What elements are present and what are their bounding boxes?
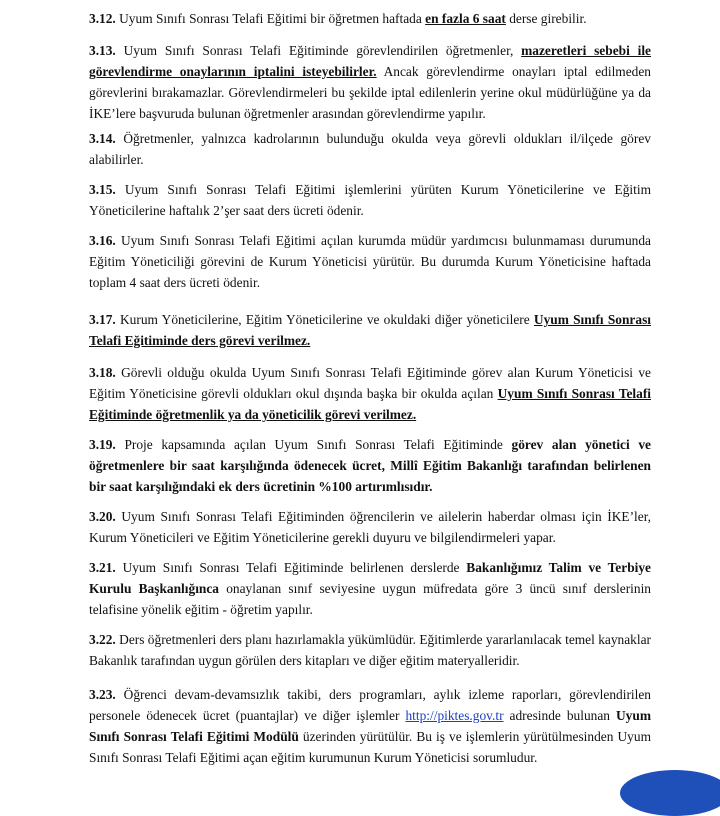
article-3-14 [89, 128, 651, 170]
article-3-21 [89, 557, 651, 620]
emphasis-module: Uyum Sınıfı Sonrası Telafi Eğitimi Modülü [89, 708, 651, 744]
article-text: Proje kapsamında açılan Uyum Sınıfı Sonrası Telafi Eğitiminde [124, 437, 512, 452]
article-text: Öğretmenler, yalnızca kadrolarının bulunduğu okulda veya görevli oldukları il/ilçede görev alabilirler. [89, 131, 651, 167]
article-number: 3.14. [89, 131, 116, 146]
article-text: Kurum Yöneticilerine, Eğitim Yöneticilerine ve okuldaki diğer yöneticilere [120, 312, 534, 327]
article-text: Uyum Sınıfı Sonrası Telafi Eğitimi işlemlerini yürüten Kurum Yöneticilerine ve Eğitim Yöneticilerine haftalık 2’şer saat ders ücreti ödenir. [89, 182, 651, 218]
article-text: üzerinden yürütülür. Bu iş ve işlemlerin yürütülmesinden Uyum Sınıfı Sonrası Telafi Eğitimi açan eğitim kurumunun Kurum Yöneticisi sorumludur. [89, 729, 651, 765]
emphasis-no-duty: Uyum Sınıfı Sonrası Telafi Eğitiminde öğretmenlik ya da yöneticilik görevi verilmez. [89, 386, 651, 422]
article-number: 3.23. [89, 687, 116, 702]
article-number: 3.22. [89, 632, 116, 647]
emphasis-no-teaching: Uyum Sınıfı Sonrası Telafi Eğitiminde ders görevi verilmez. [89, 312, 652, 348]
article-3-23 [89, 684, 651, 768]
emphasis-cancellation: mazeretleri sebebi ile görevlendirme onaylarının iptalini isteyebilirler. [89, 43, 651, 79]
emphasis-max-hours: en fazla 6 saat [425, 11, 506, 26]
piktes-link[interactable]: http://piktes.gov.tr [405, 708, 504, 723]
corner-shape [620, 770, 720, 816]
article-text: adresinde bulunan [503, 708, 617, 723]
article-text: Öğrenci devam-devamsızlık takibi, ders programları, aylık izleme raporları, görevlendirilen personele ödenecek ücret (puantajlar) ve diğer işlemler [89, 687, 651, 723]
article-number: 3.21. [89, 560, 116, 575]
article-3-16 [89, 230, 651, 293]
emphasis-payment: görev alan yönetici ve öğretmenlere bir saat karşılığında ödenecek ücret, Millî Eğitim Bakanlığı tarafından belirlenen bir saat karşılığındaki ek ders ücretinin %100 artırımlısıdır. [89, 437, 651, 494]
article-number: 3.18. [89, 365, 116, 380]
article-text: Uyum Sınıfı Sonrası Telafi Eğitiminde belirlenen derslerde [122, 560, 467, 575]
article-3-20 [89, 506, 651, 548]
article-number: 3.15. [89, 182, 116, 197]
article-text: Uyum Sınıfı Sonrası Telafi Eğitimi bir öğretmen haftada [119, 11, 426, 26]
article-text: Uyum Sınıfı Sonrası Telafi Eğitimi açılan kurumda müdür yardımcısı bulunmaması durumunda Eğitim Yöneticiliği görevini de Kurum Yöneticisi yürütür. Bu durumda Kurum Yöneticisine haftada toplam 4 saat ders ücreti ödenir. [89, 233, 651, 290]
article-text: onaylanan sınıf seviyesine uygun müfredata göre 3 üncü sınıf derslerinin telafisine yönelik eğitim - öğretim yapılır. [89, 581, 651, 617]
article-number: 3.16. [89, 233, 116, 248]
article-number: 3.17. [89, 312, 116, 327]
article-number: 3.19. [89, 437, 116, 452]
article-3-19 [89, 434, 651, 497]
article-text: Ancak görevlendirme onayları iptal edilmeden görevlerini bırakamazlar. Görevlendirmeleri bu şekilde iptal edilenlerin yerine okul müdürlüğüne ya da İKE’lere başvuruda bulunan öğretmenler arasından görevlendirme yapılır. [89, 64, 651, 121]
emphasis-board: Bakanlığımız Talim ve Terbiye Kurulu Başkanlığınca [89, 560, 652, 596]
article-3-17 [89, 309, 651, 351]
article-number: 3.12. [89, 11, 116, 26]
article-3-12 [89, 8, 651, 29]
article-3-22 [89, 629, 651, 671]
article-3-18 [89, 362, 651, 425]
article-3-15 [89, 179, 651, 221]
article-text: Uyum Sınıfı Sonrası Telafi Eğitiminden öğrencilerin ve ailelerin haberdar olması için İKE’ler, Kurum Yöneticileri ve Eğitim Yöneticilerine gerekli duyuru ve bilgilendirmeleri yapar. [89, 509, 651, 545]
article-number: 3.13. [89, 43, 116, 58]
article-3-13 [89, 40, 651, 124]
article-text: Görevli olduğu okulda Uyum Sınıfı Sonrası Telafi Eğitiminde görev alan Kurum Yöneticisi ve Eğitim Yöneticisine görevli oldukları okul dışında başka bir okulda açılan [89, 365, 651, 401]
article-text: Ders öğretmenleri ders planı hazırlamakla yükümlüdür. Eğitimlerde yararlanılacak temel kaynaklar Bakanlık tarafından uygun görülen ders kitapları ve diğer eğitim materyalleridir. [89, 632, 651, 668]
article-text: Uyum Sınıfı Sonrası Telafi Eğitiminde görevlendirilen öğretmenler, [123, 43, 522, 58]
article-number: 3.20. [89, 509, 116, 524]
article-text: derse girebilir. [505, 11, 587, 26]
